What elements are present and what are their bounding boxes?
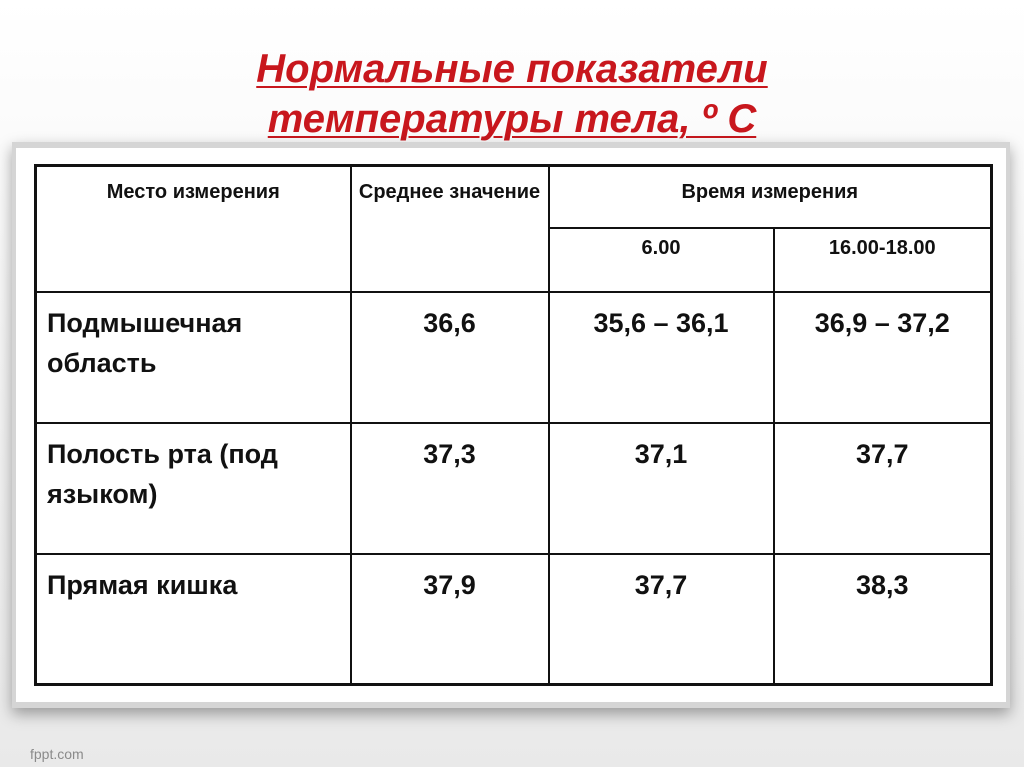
header-average: Среднее значение — [351, 166, 549, 293]
cell-morning: 37,7 — [549, 554, 774, 685]
cell-average: 37,9 — [351, 554, 549, 685]
cell-evening: 37,7 — [774, 423, 992, 554]
temperature-table — [34, 164, 993, 686]
header-time-morning: 6.00 — [549, 228, 774, 292]
header-time-evening: 16.00-18.00 — [774, 228, 992, 292]
table-row — [36, 554, 992, 685]
cell-place: Подмышечная область — [36, 292, 351, 423]
table-row — [36, 292, 992, 423]
cell-place: Прямая кишка — [36, 554, 351, 685]
cell-evening: 36,9 – 37,2 — [774, 292, 992, 423]
cell-place: Полость рта (под языком) — [36, 423, 351, 554]
cell-morning: 37,1 — [549, 423, 774, 554]
cell-morning: 35,6 – 36,1 — [549, 292, 774, 423]
cell-average: 37,3 — [351, 423, 549, 554]
title-line-1: Нормальные показатели — [256, 47, 768, 91]
table-row — [36, 423, 992, 554]
footer-watermark: fppt.com — [30, 746, 84, 762]
cell-evening: 38,3 — [774, 554, 992, 685]
slide-title — [0, 44, 1024, 144]
header-place: Место измерения — [36, 166, 351, 293]
header-time: Время измерения — [549, 166, 992, 228]
cell-average: 36,6 — [351, 292, 549, 423]
title-line-2: температуры тела, º С — [267, 97, 757, 141]
